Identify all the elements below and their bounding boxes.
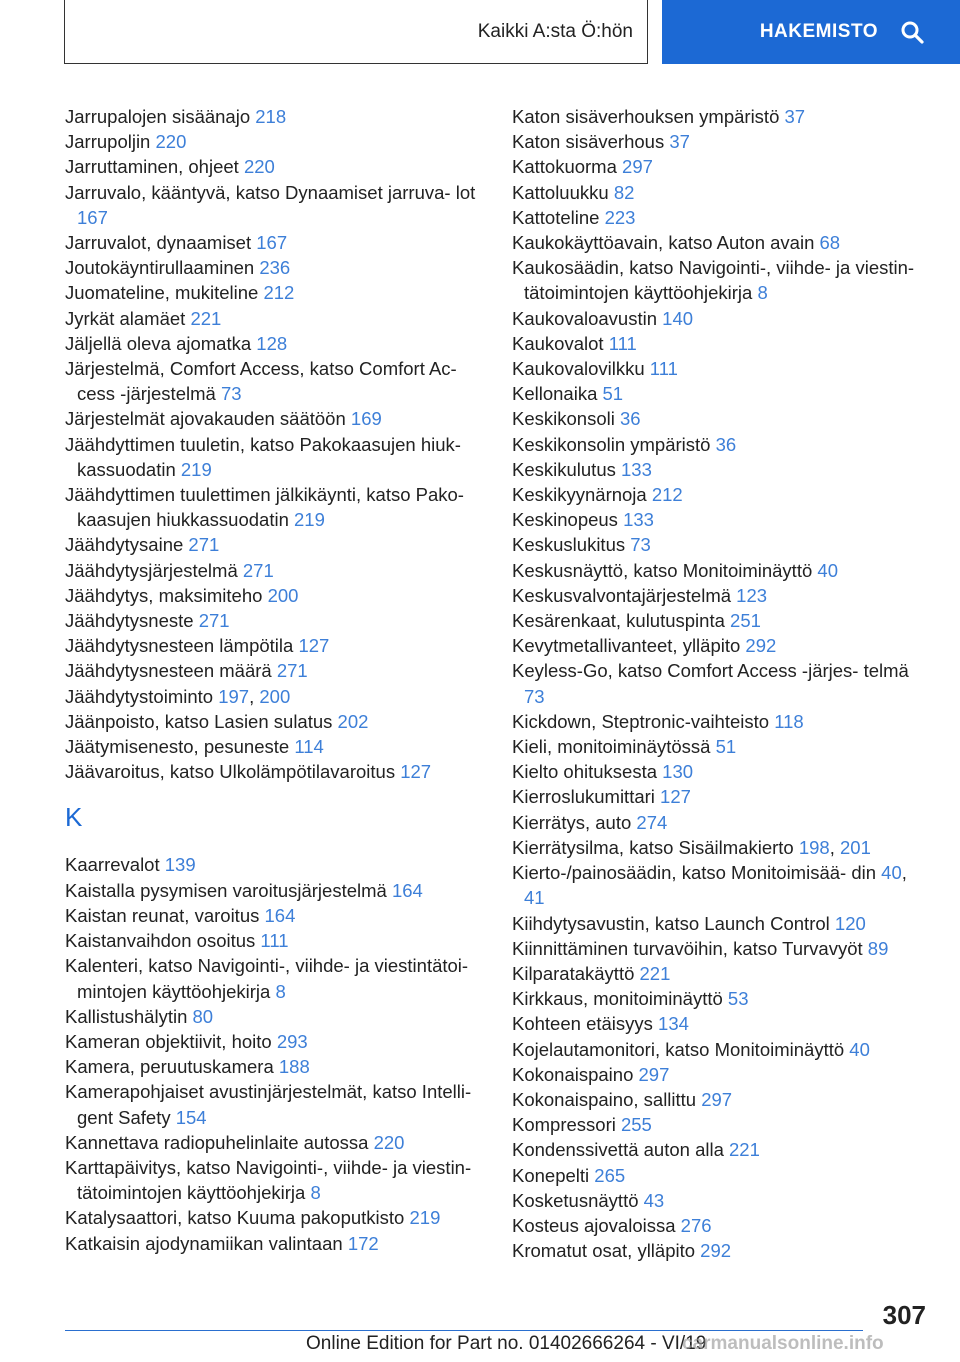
page-link[interactable]: 212: [263, 282, 295, 304]
page-link[interactable]: 271: [276, 660, 308, 682]
index-group-k-continued: [512, 104, 932, 1263]
page-link[interactable]: 292: [745, 635, 777, 657]
page-link[interactable]: 255: [620, 1114, 652, 1136]
index-entry: [512, 507, 932, 532]
index-entry: [512, 658, 932, 708]
index-entry: [65, 633, 485, 658]
index-term: Järjestelmä, Comfort Access, katso Comfort Ac‐ cess -järjestelmä: [65, 358, 457, 405]
index-entry: [512, 936, 932, 961]
index-entry: [65, 306, 485, 331]
index-term: Keskikonsoli: [512, 408, 615, 430]
page-link[interactable]: 36: [619, 408, 641, 430]
index-term: Katon sisäverhouksen ympäristö: [512, 106, 780, 127]
page-link[interactable]: 111: [649, 358, 678, 380]
index-term: Jarruvalo, kääntyvä, katso Dynaamiset jarruva‐ lot: [65, 181, 476, 203]
index-term: Kilparatakäyttö: [512, 962, 635, 984]
index-entry: [65, 129, 485, 154]
index-term: Kamera, peruutuskamera: [65, 1056, 274, 1078]
page-link[interactable]: 51: [602, 383, 624, 405]
index-entry: Kierrätysilma, katso Sisäilmakierto 198, 201: [512, 836, 871, 858]
page-link[interactable]: 271: [242, 559, 274, 581]
page-link[interactable]: 36: [715, 433, 737, 455]
index-entry: Kierto-/painosäädin, katso Monitoimisää‐ din 40, 41: [512, 862, 907, 909]
page-link[interactable]: 37: [784, 106, 806, 127]
index-entry: [65, 1155, 485, 1205]
page-link[interactable]: 89: [867, 937, 889, 959]
index-term: Kannettava radiopuhelinlaite autossa: [65, 1131, 369, 1153]
index-term: Keskusnäyttö, katso Monitoiminäyttö: [512, 559, 813, 581]
index-entry: [65, 331, 485, 356]
page-link[interactable]: 265: [594, 1164, 626, 1186]
index-term: Katon sisäverhous: [512, 131, 665, 153]
index-entry: [512, 255, 932, 305]
page-link[interactable]: 297: [701, 1088, 733, 1110]
index-entry: [512, 1087, 932, 1112]
index-entry: [512, 558, 932, 583]
index-entry: Jäähdytystoiminto 197, 200: [65, 685, 291, 707]
index-term: Jäätymisenesto, pesuneste: [65, 736, 290, 758]
page-link[interactable]: 220: [243, 156, 275, 178]
index-term: Jarruttaminen, ohjeet: [65, 156, 239, 178]
index-entry: [512, 709, 932, 734]
index-entry: [65, 406, 485, 431]
index-entry: [65, 953, 485, 1003]
index-entry: [512, 331, 932, 356]
page-link[interactable]: 154: [175, 1106, 207, 1128]
index-term: Kaukosäädin, katso Navigointi-, viihde- ja viestin‐ tätoimintojen käyttöohjekirja: [512, 257, 915, 304]
index-term: Kromatut osat, ylläpito: [512, 1240, 696, 1262]
index-term: Kohteen etäisyys: [512, 1013, 653, 1035]
index-term: Jarrupalojen sisäänajo: [65, 106, 251, 127]
top-navigation-bar: [0, 0, 960, 66]
index-term: Keskuslukitus: [512, 534, 626, 556]
page-link[interactable]: 221: [190, 307, 222, 329]
page-link[interactable]: 73: [220, 383, 242, 405]
page-link[interactable]: 127: [400, 761, 432, 783]
index-term: Kamerapohjaiset avustinjärjestelmät, katso Intelli‐ gent Safety: [65, 1081, 472, 1128]
page-link[interactable]: 111: [260, 930, 289, 952]
index-entry: [65, 154, 485, 179]
page-link[interactable]: 201: [840, 836, 871, 858]
edition-text: Online Edition for Part no. 01402666264 - VI/19: [306, 1333, 707, 1354]
index-entry: [512, 961, 932, 986]
index-entry: [512, 205, 932, 230]
index-term: Keskikulutus: [512, 458, 616, 480]
index-term: Kiinnittäminen turvavöihin, katso Turvavyöt: [512, 937, 863, 959]
index-term: Jäävaroitus, katso Ulkolämpötilavaroitus: [65, 761, 396, 783]
index-term: Kesärenkaat, kulutuspinta: [512, 610, 725, 632]
page-link[interactable]: 51: [715, 736, 737, 758]
index-term: Kompressori: [512, 1114, 616, 1136]
search-icon[interactable]: [900, 20, 924, 44]
index-entry: [65, 356, 485, 406]
index-group-k: [65, 852, 485, 1255]
index-entry: [65, 658, 485, 683]
page-link[interactable]: 68: [819, 232, 841, 254]
index-entry: [65, 608, 485, 633]
page-link[interactable]: 200: [267, 584, 299, 606]
index-entry: [65, 1004, 485, 1029]
index-term: Katkaisin ajodynamiikan valintaan: [65, 1232, 343, 1254]
index-term: Kierto-/painosäädin, katso Monitoimisää‐ din: [512, 862, 877, 884]
page-link[interactable]: 128: [256, 332, 288, 354]
index-entry: [65, 583, 485, 608]
page-link[interactable]: 118: [774, 710, 804, 732]
index-entry: [512, 784, 932, 809]
index-term: Kojelautamonitori, katso Monitoiminäyttö: [512, 1038, 845, 1060]
index-term: Kickdown, Steptronic-vaihteisto: [512, 710, 770, 732]
page-link[interactable]: 219: [180, 458, 212, 480]
page-link[interactable]: 197: [218, 685, 250, 707]
index-term: Kattokuorma: [512, 156, 617, 178]
page-link[interactable]: 53: [727, 988, 749, 1010]
index-term: Jäähdytystoiminto: [65, 685, 214, 707]
section-letter-k: K: [65, 802, 83, 833]
page-link[interactable]: 293: [276, 1030, 308, 1052]
page-link[interactable]: 127: [298, 635, 330, 657]
page-link[interactable]: 236: [259, 257, 291, 279]
page-link[interactable]: 73: [630, 534, 651, 556]
index-term: Jyrkät alamäet: [65, 307, 186, 329]
index-entry: [512, 1011, 932, 1036]
index-entry: [512, 911, 932, 936]
page-link[interactable]: 133: [621, 458, 652, 480]
index-entry: [65, 1029, 485, 1054]
index-term: Kevytmetallivanteet, ylläpito: [512, 635, 741, 657]
index-term: Kierrätys, auto: [512, 811, 632, 833]
index-entry: [512, 1213, 932, 1238]
index-term: Kaukovalovilkku: [512, 358, 645, 380]
index-term: Jäänpoisto, katso Lasien sulatus: [65, 710, 333, 732]
page-number: 307: [882, 1300, 926, 1330]
index-term: Kalenteri, katso Navigointi-, viihde- ja viestintätoi‐ mintojen käyttöohjekirja: [65, 955, 469, 1002]
index-term: Juomateline, mukiteline: [65, 282, 259, 304]
index-term: Kierrätysilma, katso Sisäilmakierto: [512, 836, 794, 858]
index-term: Katalysaattori, katso Kuuma pakoputkisto: [65, 1207, 405, 1229]
index-term: Jäähdytysneste: [65, 610, 194, 632]
page-link[interactable]: 297: [638, 1063, 670, 1085]
index-entry: [512, 759, 932, 784]
page-link[interactable]: 41: [524, 887, 545, 909]
index-entry: [65, 1054, 485, 1079]
index-term: Kaukovaloavustin: [512, 307, 658, 329]
index-term: Kielto ohituksesta: [512, 761, 658, 783]
index-term: Kaistalla pysymisen varoitusjärjestelmä: [65, 879, 387, 901]
page-link[interactable]: 40: [881, 862, 902, 884]
index-term: Kellonaika: [512, 383, 598, 405]
page-link[interactable]: 297: [622, 156, 653, 178]
index-entry: [512, 1112, 932, 1137]
index-entry: [65, 734, 485, 759]
page-link[interactable]: 82: [613, 181, 635, 203]
page-link[interactable]: 134: [658, 1013, 689, 1035]
index-entry: [512, 986, 932, 1011]
index-entry: [512, 180, 932, 205]
index-entry: [512, 306, 932, 331]
page-link[interactable]: 218: [255, 106, 287, 127]
page-link[interactable]: 188: [278, 1056, 310, 1078]
index-entry: [65, 928, 485, 953]
index-term: Kallistushälytin: [65, 1005, 188, 1027]
index-entry: [512, 1163, 932, 1188]
index-entry: [65, 903, 485, 928]
index-group-j: [65, 104, 485, 784]
index-term: Jäähdyttimen tuulettimen jälkikäynti, katso Pako‐ kaasujen hiukkassuodatin: [65, 484, 464, 531]
page-link[interactable]: 120: [834, 912, 866, 934]
index-entry: [65, 255, 485, 280]
index-entry: [512, 381, 932, 406]
page-link[interactable]: 221: [639, 962, 671, 984]
index-term: Keyless-Go, katso Comfort Access -järjes‐ telmä: [512, 660, 909, 682]
tab-index-a-to-o[interactable]: [64, 0, 648, 64]
index-term: Keskinopeus: [512, 509, 618, 531]
index-term: Kierroslukumittari: [512, 786, 655, 808]
index-entry: [512, 633, 932, 658]
index-entry: [512, 406, 932, 431]
page-link[interactable]: 219: [409, 1207, 441, 1229]
page-link[interactable]: 127: [660, 786, 691, 808]
index-term: Keskikyynärnoja: [512, 484, 647, 506]
index-entry: [512, 356, 932, 381]
index-term: Jäähdytysjärjestelmä: [65, 559, 238, 581]
page-link[interactable]: 172: [347, 1232, 379, 1254]
index-term: Jäähdytysaine: [65, 534, 184, 556]
index-entry: [65, 230, 485, 255]
index-entry: [512, 104, 932, 129]
index-term: Joutokäyntirullaaminen: [65, 257, 255, 279]
index-term: Järjestelmät ajovakauden säätöön: [65, 408, 346, 430]
index-entry: [512, 734, 932, 759]
page-link[interactable]: 220: [155, 131, 187, 153]
index-entry: [65, 532, 485, 557]
page-link[interactable]: 167: [77, 206, 108, 228]
index-entry: [65, 1205, 485, 1230]
index-term: Kattoteline: [512, 206, 600, 228]
index-term: Kokonaispaino: [512, 1063, 634, 1085]
index-entry: [512, 482, 932, 507]
page-link[interactable]: 223: [604, 206, 636, 228]
page-link[interactable]: 40: [849, 1038, 870, 1060]
page-link[interactable]: 8: [310, 1182, 321, 1204]
page-link[interactable]: 220: [373, 1131, 405, 1153]
index-entry: [65, 104, 485, 129]
page-link[interactable]: 200: [259, 685, 291, 707]
page-link[interactable]: 292: [700, 1240, 732, 1262]
page-link[interactable]: 140: [662, 307, 694, 329]
index-entry: [512, 532, 932, 557]
index-entry: [512, 457, 932, 482]
index-term: Kameran objektiivit, hoito: [65, 1030, 272, 1052]
watermark: carmanualsonline.info: [682, 1333, 884, 1354]
page-link[interactable]: 219: [294, 509, 325, 531]
index-term: Kirkkaus, monitoiminäyttö: [512, 988, 723, 1010]
page-link[interactable]: 130: [662, 761, 694, 783]
index-entry: [512, 583, 932, 608]
page-link[interactable]: 43: [643, 1189, 665, 1211]
index-term: Jäljellä oleva ajomatka: [65, 332, 252, 354]
index-column-left: [65, 104, 485, 1256]
index-entry: [512, 1037, 932, 1062]
index-term: Karttapäivitys, katso Navigointi-, viihde- ja viestin‐ tätoimintojen käyttöohjekirja: [65, 1156, 472, 1204]
page-link[interactable]: 37: [669, 131, 690, 153]
index-term: Kattoluukku: [512, 181, 609, 203]
index-term: Keskusvalvontajärjestelmä: [512, 584, 732, 606]
index-term: Kaukovalot: [512, 332, 604, 354]
index-entry: [65, 1231, 485, 1256]
index-term: Kokonaispaino, sallittu: [512, 1088, 697, 1110]
index-term: Kiihdytysavustin, katso Launch Control: [512, 912, 830, 934]
page-link[interactable]: 276: [680, 1214, 712, 1236]
index-entry: [65, 852, 485, 877]
index-entry: [65, 280, 485, 305]
index-column-right: [512, 104, 932, 1263]
tab-hakemisto-label: HAKEMISTO: [759, 21, 878, 42]
page-link[interactable]: 202: [337, 710, 369, 732]
index-entry: [512, 1238, 932, 1263]
page-link[interactable]: 139: [164, 854, 196, 876]
index-entry: [512, 1062, 932, 1087]
page-link[interactable]: 40: [817, 559, 838, 581]
page-link[interactable]: 164: [264, 904, 296, 926]
index-entry: [512, 432, 932, 457]
index-entry: [512, 230, 932, 255]
index-term: Kieli, monitoiminäytössä: [512, 736, 711, 758]
index-entry: [65, 482, 485, 532]
index-entry: [65, 759, 485, 784]
index-term: Kosteus ajovaloissa: [512, 1214, 676, 1236]
index-entry: [65, 180, 485, 230]
index-term: Jarrupoljin: [65, 131, 151, 153]
page-link[interactable]: 8: [275, 980, 286, 1002]
index-entry: [65, 558, 485, 583]
footer-divider: [65, 1330, 863, 1331]
index-term: Kaistan reunat, varoitus: [65, 904, 260, 926]
page-link[interactable]: 164: [391, 879, 423, 901]
page-link[interactable]: 221: [729, 1139, 760, 1161]
page-link[interactable]: 274: [636, 811, 668, 833]
index-term: Jäähdyttimen tuuletin, katso Pakokaasujen hiuk‐ kassuodatin: [65, 433, 461, 480]
page-link[interactable]: 123: [736, 584, 768, 606]
index-term: Jarruvalot, dynaamiset: [65, 232, 252, 254]
page-link[interactable]: 212: [651, 484, 683, 506]
index-term: Keskikonsolin ympäristö: [512, 433, 711, 455]
index-term: Jäähdytysnesteen lämpötila: [65, 635, 294, 657]
index-entry: [65, 1079, 485, 1129]
page-link[interactable]: 80: [192, 1005, 214, 1027]
index-term: Kaukokäyttöavain, katso Auton avain: [512, 232, 815, 254]
index-entry: [512, 1188, 932, 1213]
page-link[interactable]: 251: [730, 610, 761, 632]
page-link[interactable]: 271: [188, 534, 220, 556]
index-entry: [512, 1137, 932, 1162]
index-entry: [65, 709, 485, 734]
index-term: Konepelti: [512, 1164, 590, 1186]
page-link[interactable]: 111: [608, 332, 637, 354]
index-entry: [512, 810, 932, 835]
tab-index-label: Kaikki A:sta Ö:hön: [477, 20, 633, 42]
index-term: Kaarrevalot: [65, 854, 160, 876]
page-link[interactable]: 169: [350, 408, 382, 430]
index-term: Jäähdytysnesteen määrä: [65, 660, 272, 682]
page-link[interactable]: 133: [623, 509, 654, 531]
tab-hakemisto[interactable]: [662, 0, 960, 64]
index-entry: [512, 154, 932, 179]
page-link[interactable]: 114: [294, 736, 324, 758]
index-entry: [65, 1130, 485, 1155]
page-link[interactable]: 271: [198, 610, 230, 632]
page-link[interactable]: 167: [256, 232, 288, 254]
page-link[interactable]: 198: [798, 836, 830, 858]
index-entry: [512, 129, 932, 154]
index-entry: [65, 878, 485, 903]
index-term: Jäähdytys, maksimiteho: [65, 584, 263, 606]
page-link[interactable]: 73: [524, 685, 545, 707]
index-entry: [512, 608, 932, 633]
index-entry: [65, 432, 485, 482]
index-term: Kaistanvaihdon osoitus: [65, 930, 256, 952]
index-term: Kondenssivettä auton alla: [512, 1139, 724, 1161]
page-link[interactable]: 8: [757, 282, 768, 304]
index-term: Kosketusnäyttö: [512, 1189, 639, 1211]
